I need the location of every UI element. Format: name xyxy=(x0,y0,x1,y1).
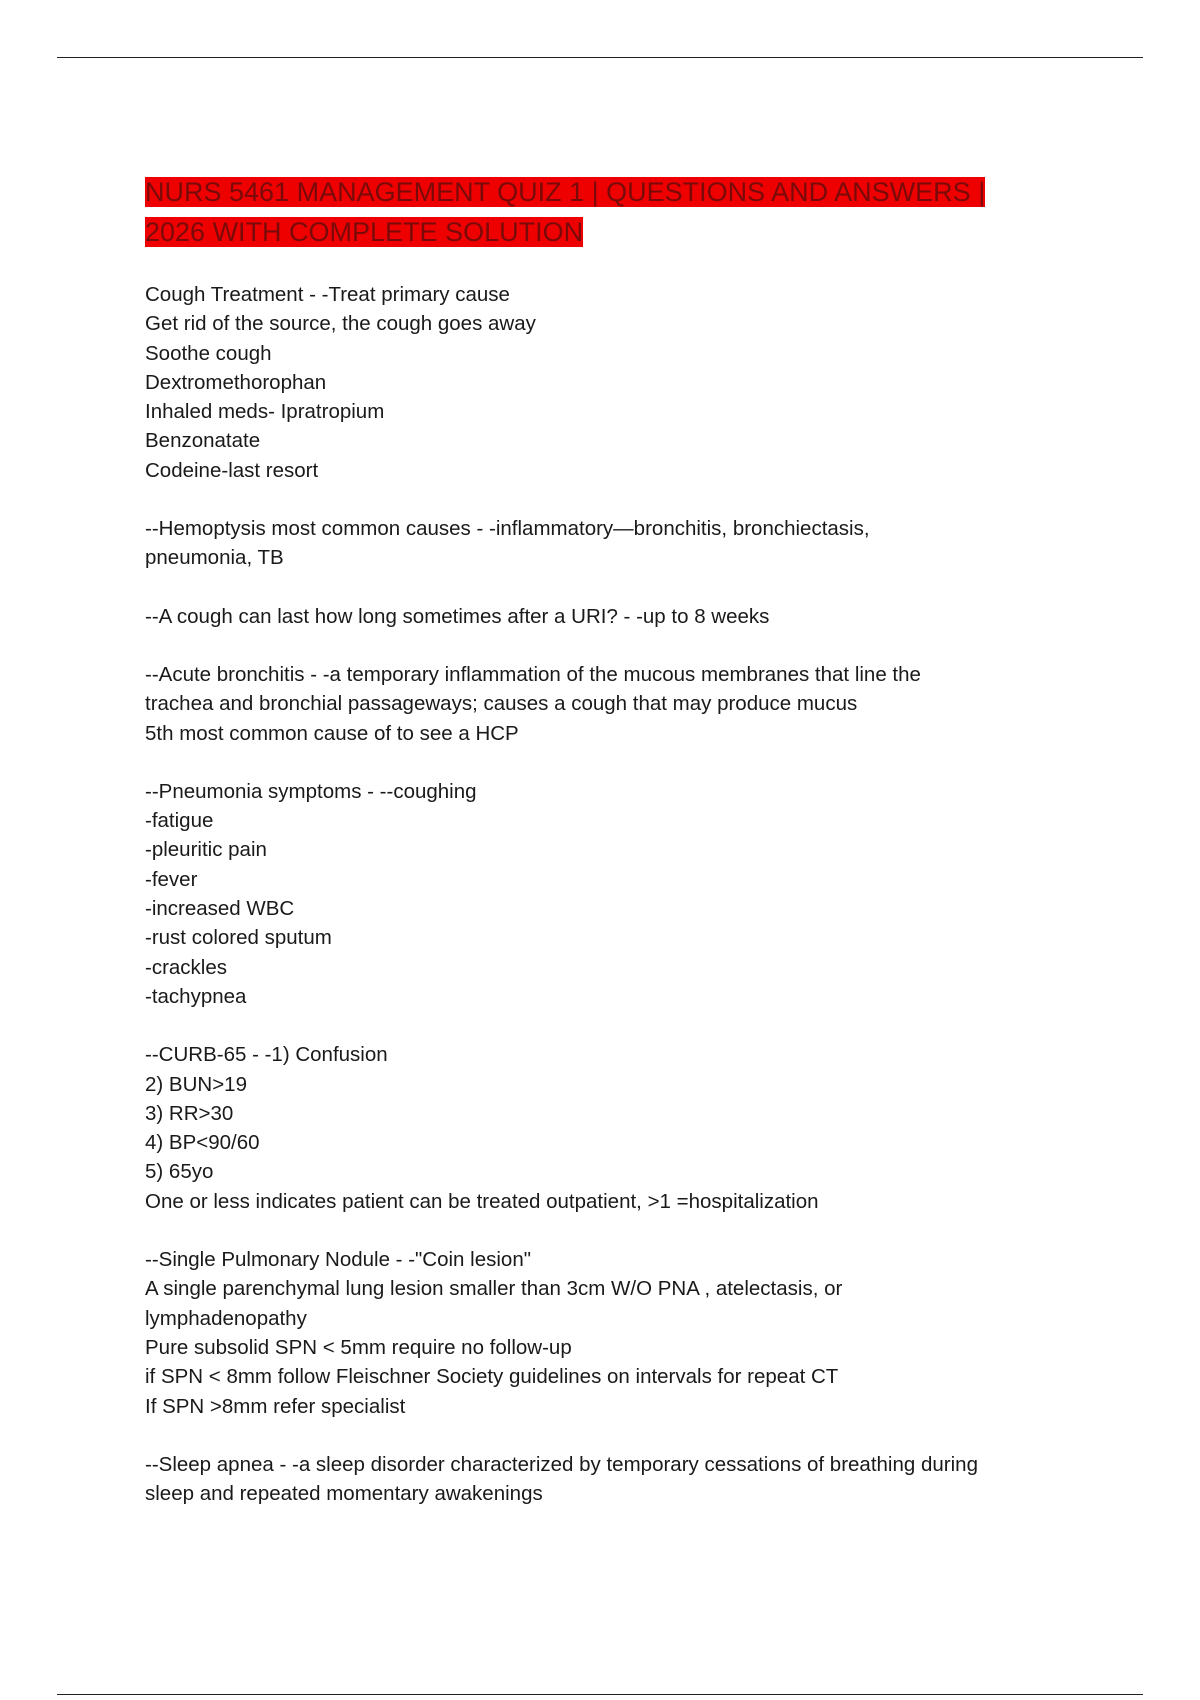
text-line: -pleuritic pain xyxy=(145,838,267,862)
text-line: --Single Pulmonary Nodule - -"Coin lesion" xyxy=(145,1248,531,1272)
qa-block-pneumonia-symptoms xyxy=(145,777,1065,1011)
text-line: -increased WBC xyxy=(145,897,295,921)
text-line: sleep and repeated momentary awakenings xyxy=(145,1482,543,1506)
text-line: 3) RR>30 xyxy=(145,1101,234,1125)
text-line: 5th most common cause of to see a HCP xyxy=(145,721,519,745)
text-line: Get rid of the source, the cough goes away xyxy=(145,312,536,336)
text-line: --A cough can last how long sometimes after a URI? - -up to 8 weeks xyxy=(145,604,770,628)
text-line: A single parenchymal lung lesion smaller than 3cm W/O PNA , atelectasis, or xyxy=(145,1277,843,1301)
qa-block-acute-bronchitis xyxy=(145,660,1065,748)
qa-block-hemoptysis xyxy=(145,514,1065,573)
text-line: Codeine-last resort xyxy=(145,458,319,482)
text-line: trachea and bronchial passageways; causes a cough that may produce mucus xyxy=(145,692,858,716)
text-line: -fever xyxy=(145,867,198,891)
text-line: --Hemoptysis most common causes - -inflammatory—bronchitis, bronchiectasis, xyxy=(145,517,870,541)
text-line: -rust colored sputum xyxy=(145,926,332,950)
text-line: Soothe cough xyxy=(145,341,272,365)
text-line: -fatigue xyxy=(145,809,214,833)
qa-block-sleep-apnea xyxy=(145,1450,1065,1509)
qa-block-pulmonary-nodule xyxy=(145,1245,1065,1421)
text-line: Pure subsolid SPN < 5mm require no follow-up xyxy=(145,1335,572,1359)
text-line: Dextromethorophan xyxy=(145,370,327,394)
qa-block-curb-65 xyxy=(145,1040,1065,1216)
text-line: One or less indicates patient can be treated outpatient, >1 =hospitalization xyxy=(145,1189,819,1213)
text-line: -tachypnea xyxy=(145,984,247,1008)
text-line: --Sleep apnea - -a sleep disorder characterized by temporary cessations of breathing during xyxy=(145,1452,978,1476)
text-line: 2) BUN>19 xyxy=(145,1072,247,1096)
text-line: -crackles xyxy=(145,955,228,979)
text-line: if SPN < 8mm follow Fleischner Society guidelines on intervals for repeat CT xyxy=(145,1365,839,1389)
text-line: lymphadenopathy xyxy=(145,1306,307,1330)
document-body xyxy=(145,172,1065,1537)
bottom-divider xyxy=(57,1694,1143,1695)
document-title xyxy=(145,172,1065,252)
text-line: --Acute bronchitis - -a temporary inflammation of the mucous membranes that line the xyxy=(145,662,921,686)
text-line: Cough Treatment - -Treat primary cause xyxy=(145,283,510,306)
document-title-line-1: NURS 5461 MANAGEMENT QUIZ 1 | QUESTIONS AND ANSWERS | xyxy=(145,177,986,207)
text-line: Benzonatate xyxy=(145,429,261,453)
text-line: --Pneumonia symptoms - --coughing xyxy=(145,779,477,803)
text-line: pneumonia, TB xyxy=(145,546,284,570)
qa-block-cough-treatment xyxy=(145,280,1065,485)
text-line: 4) BP<90/60 xyxy=(145,1131,260,1155)
text-line: Inhaled meds- Ipratropium xyxy=(145,400,385,424)
text-line: --CURB-65 - -1) Confusion xyxy=(145,1043,388,1067)
text-line: 5) 65yo xyxy=(145,1160,214,1184)
top-divider xyxy=(57,57,1143,58)
document-title-line-2: 2026 WITH COMPLETE SOLUTION xyxy=(145,217,584,247)
text-line: If SPN >8mm refer specialist xyxy=(145,1394,406,1418)
qa-block-cough-duration xyxy=(145,602,1065,631)
